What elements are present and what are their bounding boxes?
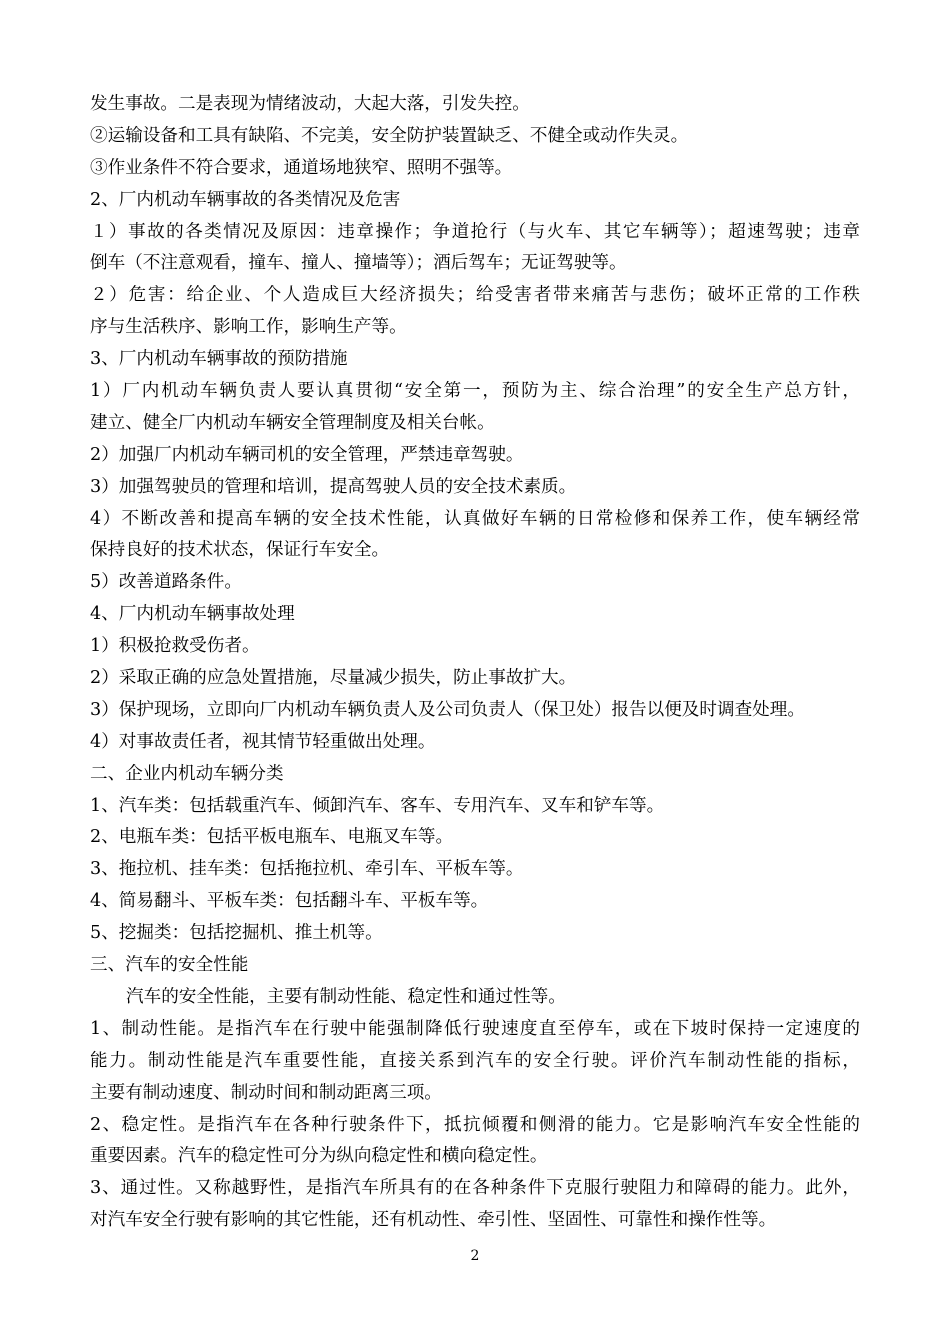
section-heading: 三、汽车的安全性能 [90, 955, 249, 976]
section-heading: 二、企业内机动车辆分类 [90, 763, 284, 784]
text-line: 4）不断改善和提高车辆的安全技术性能，认真做好车辆的日常检修和保养工作，使车辆经常 [90, 508, 860, 529]
text-line: 2）加强厂内机动车辆司机的安全管理，严禁违章驾驶。 [90, 444, 524, 465]
section-heading: 4、厂内机动车辆事故处理 [90, 604, 295, 625]
text-line: 1）积极抢救受伤者。 [90, 636, 260, 657]
text-line: 1、制动性能。是指汽车在行驶中能强制降低行驶速度直至停车，或在下坡时保持一定速度的 [90, 1018, 860, 1039]
text-line: 4）对事故责任者，视其情节轻重做出处理。 [90, 731, 436, 752]
text-line: 序与生活秩序、影响工作，影响生产等。 [90, 317, 407, 338]
text-line: 1）厂内机动车辆负责人要认真贯彻“安全第一，预防为主、综合治理”的安全生产总方针， [90, 381, 860, 402]
text-line: 2、稳定性。是指汽车在各种行驶条件下，抵抗倾覆和侧滑的能力。它是影响汽车安全性能的 [90, 1114, 860, 1135]
text-line: 主要有制动速度、制动时间和制动距离三项。 [90, 1082, 442, 1103]
text-line: 发生事故。二是表现为情绪波动，大起大落，引发失控。 [90, 94, 530, 114]
text-line: 能力。制动性能是汽车重要性能，直接关系到汽车的安全行驶。评价汽车制动性能的指标， [90, 1050, 860, 1071]
text-line: 4、简易翻斗、平板车类：包括翻斗车、平板车等。 [90, 891, 489, 912]
text-line: 5）改善道路条件。 [90, 572, 242, 593]
text-line: 3）加强驾驶员的管理和培训，提高驾驶人员的安全技术素质。 [90, 476, 577, 497]
text-line: 3、通过性。又称越野性，是指汽车所具有的在各种条件下克服行驶阻力和障碍的能力。此外， [90, 1178, 860, 1199]
text-line: 重要因素。汽车的稳定性可分为纵向稳定性和横向稳定性。 [90, 1146, 548, 1167]
text-line: 1、汽车类：包括载重汽车、倾卸汽车、客车、专用汽车、叉车和铲车等。 [90, 795, 665, 816]
text-line: ２）危害：给企业、个人造成巨大经济损失；给受害者带来痛苦与悲伤；破坏正常的工作秩 [90, 285, 860, 306]
text-line: 3）保护现场，立即向厂内机动车辆负责人及公司负责人（保卫处）报告以便及时调查处理。 [90, 699, 805, 720]
text-line: 2）采取正确的应急处置措施，尽量减少损失，防止事故扩大。 [90, 668, 577, 689]
text-line: 建立、健全厂内机动车辆安全管理制度及相关台帐。 [90, 412, 495, 433]
document-body [90, 89, 860, 1237]
text-line: １）事故的各类情况及原因：违章操作；争道抢行（与火车、其它车辆等）；超速驾驶；违章 [90, 221, 860, 242]
text-line: ②运输设备和工具有缺陷、不完美，安全防护装置缺乏、不健全或动作失灵。 [90, 125, 689, 146]
text-line: 3、拖拉机、挂车类：包括拖拉机、牵引车、平板车等。 [90, 859, 524, 880]
text-line: ③作业条件不符合要求，通道场地狭窄、照明不强等。 [90, 157, 513, 178]
page-number: 2 [470, 1248, 480, 1264]
text-line: 5、挖掘类：包括挖掘机、推土机等。 [90, 923, 383, 944]
section-heading: 2、厂内机动车辆事故的各类情况及危害 [90, 189, 401, 210]
text-line: 汽车的安全性能，主要有制动性能、稳定性和通过性等。 [126, 986, 566, 1007]
section-heading: 3、厂内机动车辆事故的预防措施 [90, 349, 348, 370]
text-line: 对汽车安全行驶有影响的其它性能，还有机动性、牵引性、坚固性、可靠性和操作性等。 [90, 1210, 777, 1231]
text-line: 倒车（不注意观看，撞车、撞人、撞墙等）；酒后驾车；无证驾驶等。 [90, 253, 627, 274]
text-line: 保持良好的技术状态，保证行车安全。 [90, 540, 390, 561]
text-line: 2、电瓶车类：包括平板电瓶车、电瓶叉车等。 [90, 827, 454, 848]
